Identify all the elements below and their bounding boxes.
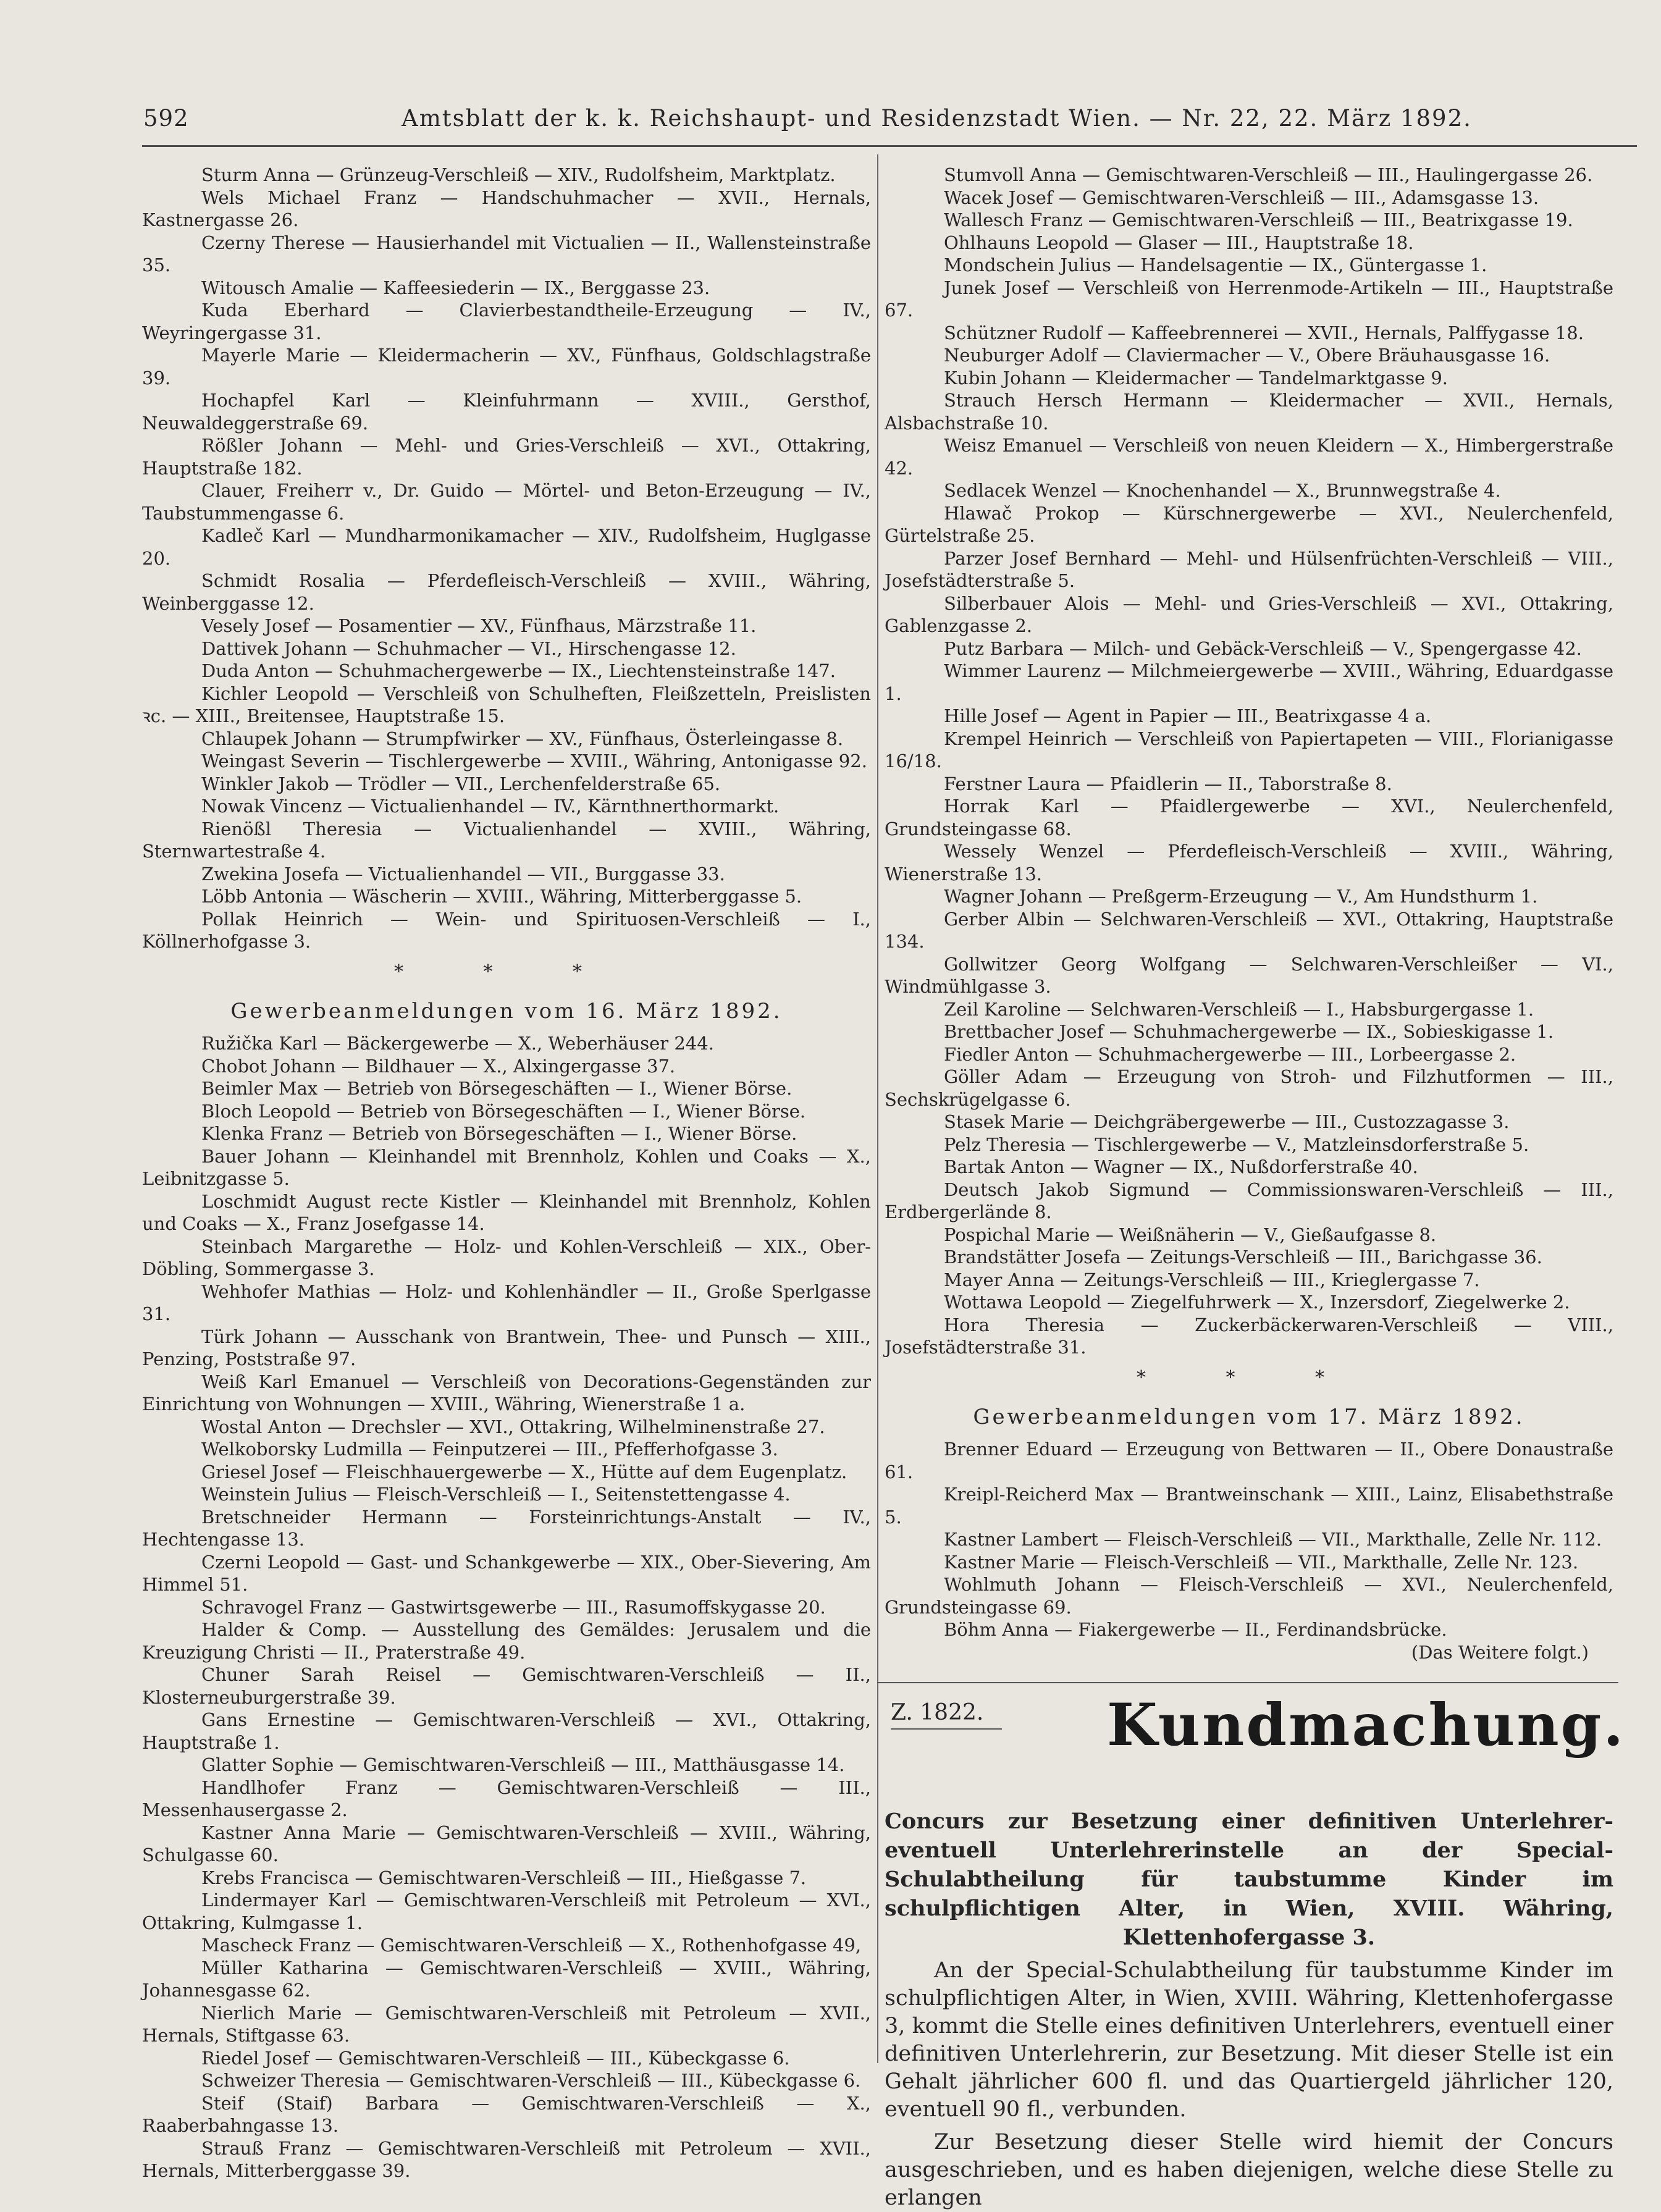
registration-entry: Brandstätter Josefa — Zeitungs-Verschleiß — III., Barichgasse 36.: [944, 1247, 1542, 1268]
notice-header: [885, 1689, 1626, 1801]
registration-entry: Schmidt Rosalia — Pferdefleisch-Verschleiß — XVIII., Währing, Weinberggasse 12.: [142, 570, 871, 614]
registration-entry: Wels Michael Franz — Handschuhmacher — XVII., Hernals, Kastnergasse 26.: [142, 187, 871, 230]
registration-entry: Halder & Comp. — Ausstellung des Gemäldes: Jerusalem und die Kreuzigung Christi — II., Praterstraße 49.: [142, 1619, 871, 1663]
registration-entry: Parzer Josef Bernhard — Mehl- und Hülsenfrüchten-Verschleiß — VIII., Josefstädterstraße 5.: [885, 547, 1613, 591]
registration-entry: Wacek Josef — Gemischtwaren-Verschleiß — III., Adamsgasse 13.: [944, 187, 1539, 208]
registration-entry: Chlaupek Johann — Strumpfwirker — XV., Fünfhaus, Österleingasse 8.: [201, 728, 844, 749]
notice-number: Z. 1822.: [891, 1702, 1002, 1730]
registration-entry: Chuner Sarah Reisel — Gemischtwaren-Verschleiß — II., Klosterneuburgerstraße 39.: [142, 1664, 871, 1708]
registration-entry: Brenner Eduard — Erzeugung von Bettwaren — II., Obere Donaustraße 61.: [885, 1439, 1613, 1482]
registration-entry: Stasek Marie — Deichgräbergewerbe — III., Custozzagasse 3.: [944, 1111, 1510, 1132]
registration-entry: Chobot Johann — Bildhauer — X., Alxingergasse 37.: [201, 1055, 676, 1077]
registration-entry: Winkler Jakob — Trödler — VII., Lerchenfelderstraße 65.: [201, 773, 721, 794]
registration-entry: Steinbach Margarethe — Holz- und Kohlen-Verschleiß — XIX., Ober-Döbling, Sommergasse 3.: [142, 1235, 871, 1279]
page-number: 592: [143, 105, 189, 132]
registration-entry: Horrak Karl — Pfaidlergewerbe — XVI., Neulerchenfeld, Grundsteingasse 68.: [885, 796, 1613, 839]
registration-entry: Brettbacher Josef — Schuhmachergewerbe — IX., Sobieskigasse 1.: [944, 1021, 1554, 1042]
registration-entry: Ferstner Laura — Pfaidlerin — II., Taborstraße 8.: [944, 773, 1392, 794]
registration-entry: Sturm Anna — Grünzeug-Verschleiß — XIV., Rudolfsheim, Marktplatz.: [201, 164, 836, 185]
registration-entry: Mascheck Franz — Gemischtwaren-Verschleiß — X., Rothenhofgasse 49,: [201, 1935, 862, 1956]
registration-entry: Mayer Anna — Zeitungs-Verschleiß — III., Krieglergasse 7.: [944, 1269, 1480, 1290]
registration-entry: Hlawač Prokop — Kürschnergewerbe — XVI., Neulerchenfeld, Gürtelstraße 25.: [885, 502, 1613, 546]
registration-entry: Kadleč Karl — Mundharmonikamacher — XIV., Rudolfsheim, Huglgasse 20.: [142, 525, 871, 569]
registration-entry: Wessely Wenzel — Pferdefleisch-Verschleiß — XVIII., Währing, Wienerstraße 13.: [885, 841, 1613, 885]
registration-entry: Bauer Johann — Kleinhandel mit Brennholz, Kohlen und Coaks — X., Leibnitzgasse 5.: [142, 1145, 871, 1189]
registration-entry: Schravogel Franz — Gastwirtsgewerbe — III., Rasumoffskygasse 20.: [201, 1596, 826, 1618]
registration-entry: Kreipl-Reicherd Max — Brantweinschank — XIII., Lainz, Elisabethstraße 5.: [885, 1484, 1613, 1528]
section-separator-stars: * * *: [393, 961, 620, 983]
registration-entry: Kastner Lambert — Fleisch-Verschleiß — VII., Markthalle, Zelle Nr. 112.: [944, 1529, 1602, 1550]
kundmachung-notice: [885, 1689, 1626, 2212]
section-separator-stars: * * *: [1136, 1366, 1362, 1389]
registration-entry: Junek Josef — Verschleiß von Herrenmode-Artikeln — III., Hauptstraße 67.: [885, 277, 1613, 321]
notice-title: Kundmachung.: [1107, 1691, 1626, 1759]
registration-entry: Bartak Anton — Wagner — IX., Nußdorferstraße 40.: [944, 1156, 1418, 1177]
registration-entry: Hille Josef — Agent in Papier — III., Beatrixgasse 4 a.: [944, 705, 1432, 726]
registration-entry: Griesel Josef — Fleischhauergewerbe — X., Hütte auf dem Eugenplatz.: [201, 1461, 847, 1482]
registration-entry: Glatter Sophie — Gemischtwaren-Verschleiß — III., Matthäusgasse 14.: [201, 1754, 845, 1775]
registration-entry: Rienößl Theresia — Victualienhandel — XVIII., Währing, Sternwartestraße 4.: [142, 818, 871, 862]
registration-entry: Dattivek Johann — Schuhmacher — VI., Hirschengasse 12.: [201, 637, 736, 659]
left-column: [142, 164, 871, 2182]
registration-entry: Wimmer Laurenz — Milchmeiergewerbe — XVIII., Währing, Eduardgasse 1.: [885, 660, 1613, 704]
notice-separator-rule: [877, 1682, 1618, 1683]
registration-entry: Weingast Severin — Tischlergewerbe — XVIII., Währing, Antonigasse 92.: [201, 751, 867, 772]
registration-entry: Bretschneider Hermann — Forsteinrichtungs-Anstalt — IV., Hechtengasse 13.: [142, 1506, 871, 1550]
registration-entry: Bloch Leopold — Betrieb von Börsegeschäften — I., Wiener Börse.: [201, 1100, 806, 1122]
registration-entry: Beimler Max — Betrieb von Börsegeschäften — I., Wiener Börse.: [201, 1078, 793, 1099]
registration-entry: Ružička Karl — Bäckergewerbe — X., Weberhäuser 244.: [201, 1033, 714, 1054]
registration-entry: Welkoborsky Ludmilla — Feinputzerei — III., Pfefferhofgasse 3.: [201, 1439, 778, 1460]
registration-entry: Hochapfel Karl — Kleinfuhrmann — XVIII., Gersthof, Neuwaldeggerstraße 69.: [142, 390, 871, 434]
registration-entry: Gollwitzer Georg Wolfgang — Selchwaren-Verschleißer — VI., Windmühlgasse 3.: [885, 953, 1613, 997]
registration-entry: Wehhofer Mathias — Holz- und Kohlenhändler — II., Große Sperlgasse 31.: [142, 1281, 871, 1324]
registration-entry: Klenka Franz — Betrieb von Börsegeschäften — I., Wiener Börse.: [201, 1123, 797, 1144]
registration-entry: Rößler Johann — Mehl- und Gries-Verschleiß — XVI., Ottakring, Hauptstraße 182.: [142, 435, 871, 479]
registration-entry: Mondschein Julius — Handelsagentie — IX., Güntergasse 1.: [944, 254, 1487, 275]
registration-entry: Kichler Leopold — Verschleiß von Schulheften, Fleißzetteln, Preislisten ꝛc. — XIII., Breitensee, Hauptstraße 15.: [142, 683, 871, 726]
registration-entry: Weinstein Julius — Fleisch-Verschleiß — I., Seitenstettengasse 4.: [201, 1484, 791, 1505]
registration-entry: Strauch Hersch Hermann — Kleidermacher — XVII., Hernals, Alsbachstraße 10.: [885, 390, 1613, 434]
registration-entry: Hora Theresia — Zuckerbäckerwaren-Verschleiß — VIII., Josefstädterstraße 31.: [885, 1314, 1613, 1358]
registration-entry: Clauer, Freiherr v., Dr. Guido — Mörtel- und Beton-Erzeugung — IV., Taubstummengasse 6.: [142, 480, 871, 524]
newspaper-page: [93, 93, 1626, 2210]
registration-entry: Mayerle Marie — Kleidermacherin — XV., Fünfhaus, Goldschlagstraße 39.: [142, 345, 871, 389]
registration-entry: Zwekina Josefa — Victualienhandel — VII., Burggasse 33.: [201, 863, 725, 885]
registration-entry: Weiß Karl Emanuel — Verschleiß von Decorations-Gegenständen zur Einrichtung von Wohnungen — XVIII., Währing, Wienerstraße 1 a.: [142, 1371, 871, 1415]
left-entries-continued: [142, 164, 871, 953]
registration-entry: Gans Ernestine — Gemischtwaren-Verschleiß — XVI., Ottakring, Hauptstraße 1.: [142, 1709, 871, 1753]
registration-entry: Zeil Karoline — Selchwaren-Verschleiß — I., Habsburgergasse 1.: [944, 998, 1534, 1020]
header-rule: [142, 145, 1637, 147]
section-heading-16-march: Gewerbeanmeldungen vom 16. März 1892.: [230, 998, 783, 1024]
registration-entry: Vesely Josef — Posamentier — XV., Fünfhaus, Märzstraße 11.: [201, 615, 757, 636]
registration-entry: Schweizer Theresia — Gemischtwaren-Verschleiß — III., Kübeckgasse 6.: [201, 2070, 861, 2091]
registration-entry: Pospichal Marie — Weißnäherin — V., Gießaufgasse 8.: [944, 1224, 1437, 1245]
registration-entry: Löbb Antonia — Wäscherin — XVIII., Währing, Mitterberggasse 5.: [201, 886, 802, 907]
right-column: [885, 164, 1626, 2212]
registration-entry: Wagner Johann — Preßgerm-Erzeugung — V., Am Hundsthurm 1.: [944, 886, 1538, 907]
registration-entry: Kubin Johann — Kleidermacher — Tandelmarktgasse 9.: [944, 367, 1449, 389]
registration-entry: Krempel Heinrich — Verschleiß von Papiertapeten — VIII., Florianigasse 16/18.: [885, 728, 1613, 772]
registration-entry: Riedel Josef — Gemischtwaren-Verschleiß — III., Kübeckgasse 6.: [201, 2047, 790, 2069]
registration-entry: Wohlmuth Johann — Fleisch-Verschleiß — XVI., Neulerchenfeld, Grundsteingasse 69.: [885, 1574, 1613, 1618]
registration-entry: Stumvoll Anna — Gemischtwaren-Verschleiß — III., Haulingergasse 26.: [944, 164, 1593, 185]
publication-title: Amtsblatt der k. k. Reichshaupt- und Residenzstadt Wien. — Nr. 22, 22. März 1892.: [402, 105, 1472, 132]
registration-entry: Sedlacek Wenzel — Knochenhandel — X., Brunnwegstraße 4.: [944, 480, 1501, 501]
registrations-16-march: [142, 1032, 871, 2182]
column-divider: [877, 154, 878, 2063]
registration-entry: Wallesch Franz — Gemischtwaren-Verschleiß — III., Beatrixgasse 19.: [944, 209, 1573, 230]
registration-entry: Wostal Anton — Drechsler — XVI., Ottakring, Wilhelminenstraße 27.: [201, 1416, 825, 1437]
registration-entry: Böhm Anna — Fiakergewerbe — II., Ferdinandsbrücke.: [944, 1619, 1447, 1640]
section-heading-17-march: Gewerbeanmeldungen vom 17. März 1892.: [973, 1404, 1525, 1429]
registration-entry: Nierlich Marie — Gemischtwaren-Verschleiß mit Petroleum — XVII., Hernals, Stiftgasse 63.: [142, 2002, 871, 2046]
registration-entry: Czerny Therese — Hausierhandel mit Victualien — II., Wallensteinstraße 35.: [142, 232, 871, 275]
registration-entry: Nowak Vincenz — Victualienhandel — IV., Kärnthnerthormarkt.: [201, 796, 780, 817]
registration-entry: Wottawa Leopold — Ziegelfuhrwerk — X., Inzersdorf, Ziegelwerke 2.: [944, 1292, 1570, 1313]
registration-entry: Czerni Leopold — Gast- und Schankgewerbe — XIX., Ober-Sievering, Am Himmel 51.: [142, 1551, 871, 1595]
registrations-17-march: [885, 1438, 1613, 1641]
registration-entry: Gerber Albin — Selchwaren-Verschleiß — XVI., Ottakring, Hauptstraße 134.: [885, 908, 1613, 952]
registration-entry: Ohlhauns Leopold — Glaser — III., Hauptstraße 18.: [944, 232, 1414, 253]
registration-entry: Lindermayer Karl — Gemischtwaren-Verschleiß mit Petroleum — XVI., Ottakring, Kulmgasse 1.: [142, 1890, 871, 1933]
registration-entry: Müller Katharina — Gemischtwaren-Verschleiß — XVIII., Währing, Johannesgasse 62.: [142, 1957, 871, 2001]
registration-entry: Pelz Theresia — Tischlergewerbe — V., Matzleinsdorferstraße 5.: [944, 1133, 1529, 1155]
registration-entry: Weisz Emanuel — Verschleiß von neuen Kleidern — X., Himbergerstraße 42.: [885, 435, 1613, 479]
registration-entry: Witousch Amalie — Kaffeesiederin — IX., Berggasse 23.: [201, 277, 710, 298]
registration-entry: Neuburger Adolf — Claviermacher — V., Obere Bräuhausgasse 16.: [944, 345, 1550, 366]
registration-entry: Strauß Franz — Gemischtwaren-Verschleiß mit Petroleum — XVII., Hernals, Mitterberggasse 39.: [142, 2137, 871, 2181]
registration-entry: Kastner Marie — Fleisch-Verschleiß — VII., Markthalle, Zelle Nr. 123.: [944, 1551, 1579, 1573]
notice-paragraph-1: An der Special-Schulabtheilung für taubstumme Kinder im schulpflichtigen Alter, in Wien, XVIII. Währing, Klettenhofergasse 3, kommt die Stelle eines definitiven Unterlehrers, eventuell einer definitiven Unterlehrerin, zur Besetzung. Mit dieser Stelle ist ein Gehalt jährlicher 600 fl. und das Quartiergeld jährlicher 120, eventuell 90 fl., verbunden.: [885, 1958, 1613, 2122]
registration-entry: Krebs Francisca — Gemischtwaren-Verschleiß — III., Hießgasse 7.: [201, 1867, 807, 1888]
registration-entry: Göller Adam — Erzeugung von Stroh- und Filzhutformen — III., Sechskrügelgasse 6.: [885, 1066, 1613, 1110]
page-header: [93, 105, 1600, 142]
registration-entry: Steif (Staif) Barbara — Gemischtwaren-Verschleiß — X., Raaberbahngasse 13.: [142, 2092, 871, 2136]
concurs-heading: Concurs zur Besetzung einer definitiven Unterlehrer- eventuell Unterlehrerinstelle an der Special-Schulabtheilung für taubstumme Kinder im schulpflichtigen Alter, in Wien, XVIII. Währing, Klettenhofergasse 3.: [885, 1809, 1613, 1950]
registration-entry: Duda Anton — Schuhmachergewerbe — IX., Liechtensteinstraße 147.: [201, 660, 836, 681]
registration-entry: Schützner Rudolf — Kaffeebrennerei — XVII., Hernals, Palffygasse 18.: [944, 322, 1584, 343]
registration-entry: Handlhofer Franz — Gemischtwaren-Verschleiß — III., Messenhausergasse 2.: [142, 1777, 871, 1820]
registration-entry: Kastner Anna Marie — Gemischtwaren-Verschleiß — XVIII., Währing, Schulgasse 60.: [142, 1822, 871, 1865]
notice-paragraph-2: Zur Besetzung dieser Stelle wird hiemit der Concurs ausgeschrieben, und es haben diejenigen, welche diese Stelle zu erlangen: [885, 2130, 1613, 2210]
registration-entry: Loschmidt August recte Kistler — Kleinhandel mit Brennholz, Kohlen und Coaks — X., Franz Josefgasse 14.: [142, 1190, 871, 1234]
continued-note: (Das Weitere folgt.): [1411, 1641, 1589, 1663]
registration-entry: Putz Barbara — Milch- und Gebäck-Verschleiß — V., Spengergasse 42.: [944, 637, 1582, 659]
registration-entry: Kuda Eberhard — Clavierbestandtheile-Erzeugung — IV., Weyringergasse 31.: [142, 300, 871, 343]
registration-entry: Türk Johann — Ausschank von Brantwein, Thee- und Punsch — XIII., Penzing, Poststraße 97.: [142, 1326, 871, 1369]
registration-entry: Deutsch Jakob Sigmund — Commissionswaren-Verschleiß — III., Erdbergerlände 8.: [885, 1179, 1613, 1222]
registration-entry: Pollak Heinrich — Wein- und Spirituosen-Verschleiß — I., Köllnerhofgasse 3.: [142, 908, 871, 952]
registration-entry: Fiedler Anton — Schuhmachergewerbe — III., Lorbeergasse 2.: [944, 1043, 1516, 1065]
registration-entry: Silberbauer Alois — Mehl- und Gries-Verschleiß — XVI., Ottakring, Gablenzgasse 2.: [885, 592, 1613, 636]
right-entries-continued: [885, 164, 1613, 1359]
